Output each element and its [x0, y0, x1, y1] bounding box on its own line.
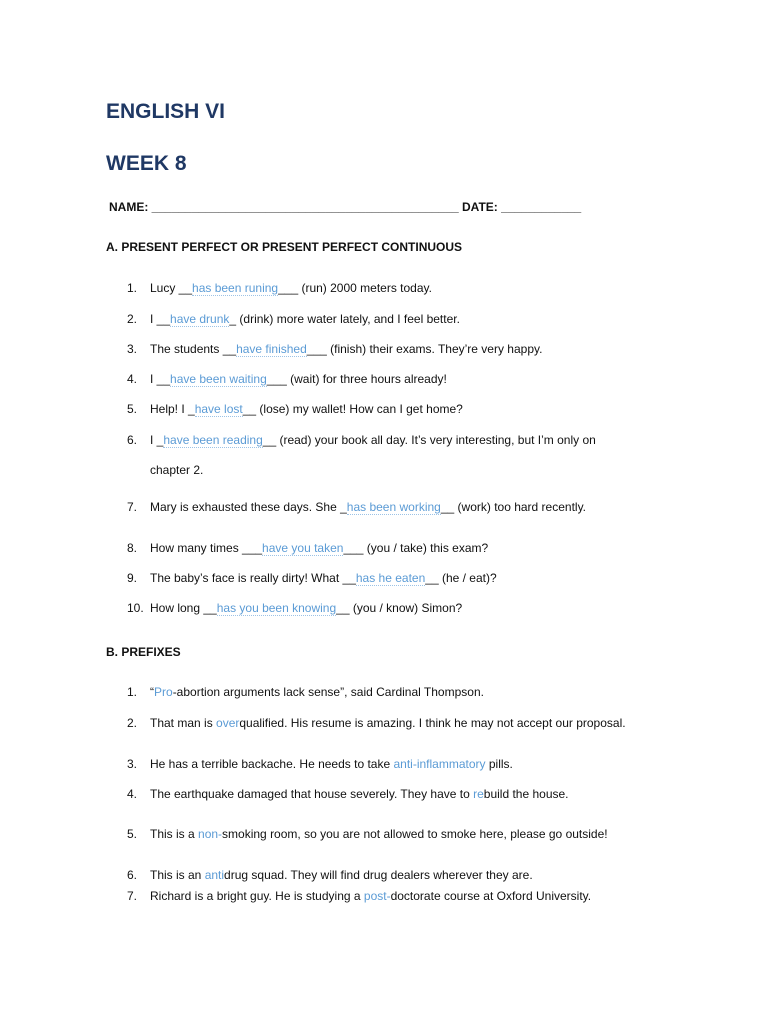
item-text-before: Lucy __ — [150, 281, 193, 295]
item-answer: post- — [363, 889, 391, 903]
item-text-after: _ (drink) more water lately, and I feel better. — [229, 312, 460, 326]
item-number: 3. — [127, 757, 138, 771]
section-a-heading: A. PRESENT PERFECT OR PRESENT PERFECT CONTINUOUS — [106, 240, 463, 254]
item-text-after: ___ (run) 2000 meters today. — [278, 281, 432, 295]
list-item — [127, 826, 608, 842]
item-text-after: drug squad. They will find drug dealers wherever they are. — [224, 868, 533, 882]
item-text-before: I __ — [150, 312, 171, 326]
item-text-after: __ (read) your book all day. It’s very interesting, but I’m only on — [262, 433, 596, 447]
item-number: 5. — [127, 402, 138, 416]
item-number: 3. — [127, 342, 138, 356]
item-continuation: chapter 2. — [150, 463, 204, 477]
item-text-after: ___ (finish) their exams. They’re very happy. — [306, 342, 543, 356]
item-text-after: smoking room, so you are not allowed to smoke here, please go outside! — [222, 827, 608, 841]
date-blank: ____________ — [501, 200, 582, 214]
item-answer: over — [216, 716, 240, 730]
item-text-after: build the house. — [483, 787, 569, 801]
item-number: 4. — [127, 372, 138, 386]
item-number: 9. — [127, 571, 138, 585]
item-text-after: doctorate course at Oxford University. — [390, 889, 592, 903]
name-blank: ______________________________________________ — [151, 200, 459, 214]
item-text-before: How long __ — [150, 601, 217, 615]
item-answer: have lost — [194, 402, 243, 416]
item-text-before: Mary is exhausted these days. She _ — [150, 500, 347, 514]
list-item — [127, 311, 460, 327]
item-text-before: How many times ___ — [150, 541, 263, 555]
item-text-before: I __ — [150, 372, 171, 386]
item-number: 1. — [127, 281, 138, 295]
list-item — [127, 888, 591, 904]
item-text-before: The students __ — [150, 342, 237, 356]
list-item — [127, 540, 488, 556]
list-item — [127, 371, 447, 387]
item-answer: anti — [204, 868, 225, 882]
item-answer: has he eaten — [355, 571, 426, 585]
list-item — [127, 600, 462, 616]
list-item — [127, 341, 542, 357]
item-answer: have finished — [236, 342, 307, 356]
item-number: 2. — [127, 312, 138, 326]
item-answer: have drunk — [170, 312, 230, 326]
item-text-after: __ (you / know) Simon? — [336, 601, 463, 615]
list-item — [127, 684, 484, 700]
list-item — [127, 499, 586, 515]
list-item — [127, 715, 626, 731]
item-text-before: Help! I _ — [150, 402, 195, 416]
item-answer: re — [473, 787, 484, 801]
item-text-after: __ (lose) my wallet! How can I get home? — [242, 402, 463, 416]
item-number: 7. — [127, 500, 138, 514]
item-text-before: I _ — [150, 433, 164, 447]
item-number: 8. — [127, 541, 138, 555]
name-label: NAME: — [109, 200, 149, 214]
item-answer: have you taken — [262, 541, 344, 555]
item-text-before: He has a terrible backache. He needs to take — [150, 757, 394, 771]
item-text-before: That man is — [150, 716, 217, 730]
item-text-after: ___ (you / take) this exam? — [343, 541, 489, 555]
item-text-after: -abortion arguments lack sense”, said Cardinal Thompson. — [172, 685, 484, 699]
item-text-before: Richard is a bright guy. He is studying a — [150, 889, 364, 903]
item-text-before: “ — [150, 685, 154, 699]
item-number: 10. — [127, 601, 144, 615]
item-number: 1. — [127, 685, 138, 699]
item-text-after: ___ (wait) for three hours already! — [266, 372, 447, 386]
item-number: 4. — [127, 787, 138, 801]
item-text-after: __ (he / eat)? — [425, 571, 497, 585]
item-answer: has been working — [346, 500, 441, 514]
item-answer: has been runing — [192, 281, 279, 295]
section-b-heading: B. PREFIXES — [106, 645, 181, 659]
list-item — [127, 867, 533, 883]
list-item — [127, 570, 497, 586]
course-title: ENGLISH VI — [106, 100, 226, 123]
item-text-before: The baby’s face is really dirty! What __ — [150, 571, 356, 585]
item-number: 2. — [127, 716, 138, 730]
item-text-before: This is an — [150, 868, 205, 882]
item-number: 5. — [127, 827, 138, 841]
item-answer: anti-inflammatory — [393, 757, 486, 771]
list-item — [127, 756, 513, 772]
item-answer: has you been knowing — [216, 601, 337, 615]
item-number: 6. — [127, 868, 138, 882]
item-answer: have been reading — [163, 433, 263, 447]
item-number: 6. — [127, 433, 138, 447]
list-item — [127, 432, 596, 477]
list-item — [127, 786, 569, 802]
list-item — [127, 401, 463, 417]
item-answer: non- — [198, 827, 223, 841]
item-answer: Pro — [154, 685, 173, 699]
date-label: DATE: — [462, 200, 498, 214]
item-text-after: pills. — [485, 757, 513, 771]
item-text-after: qualified. His resume is amazing. I think he may not accept our proposal. — [239, 716, 626, 730]
list-item — [127, 280, 432, 296]
item-text-after: __ (work) too hard recently. — [440, 500, 587, 514]
item-number: 7. — [127, 889, 138, 903]
item-text-before: This is a — [150, 827, 199, 841]
week-title: WEEK 8 — [106, 152, 187, 175]
item-answer: have been waiting — [170, 372, 267, 386]
item-text-before: The earthquake damaged that house severely. They have to — [150, 787, 474, 801]
name-date-line — [109, 200, 581, 214]
